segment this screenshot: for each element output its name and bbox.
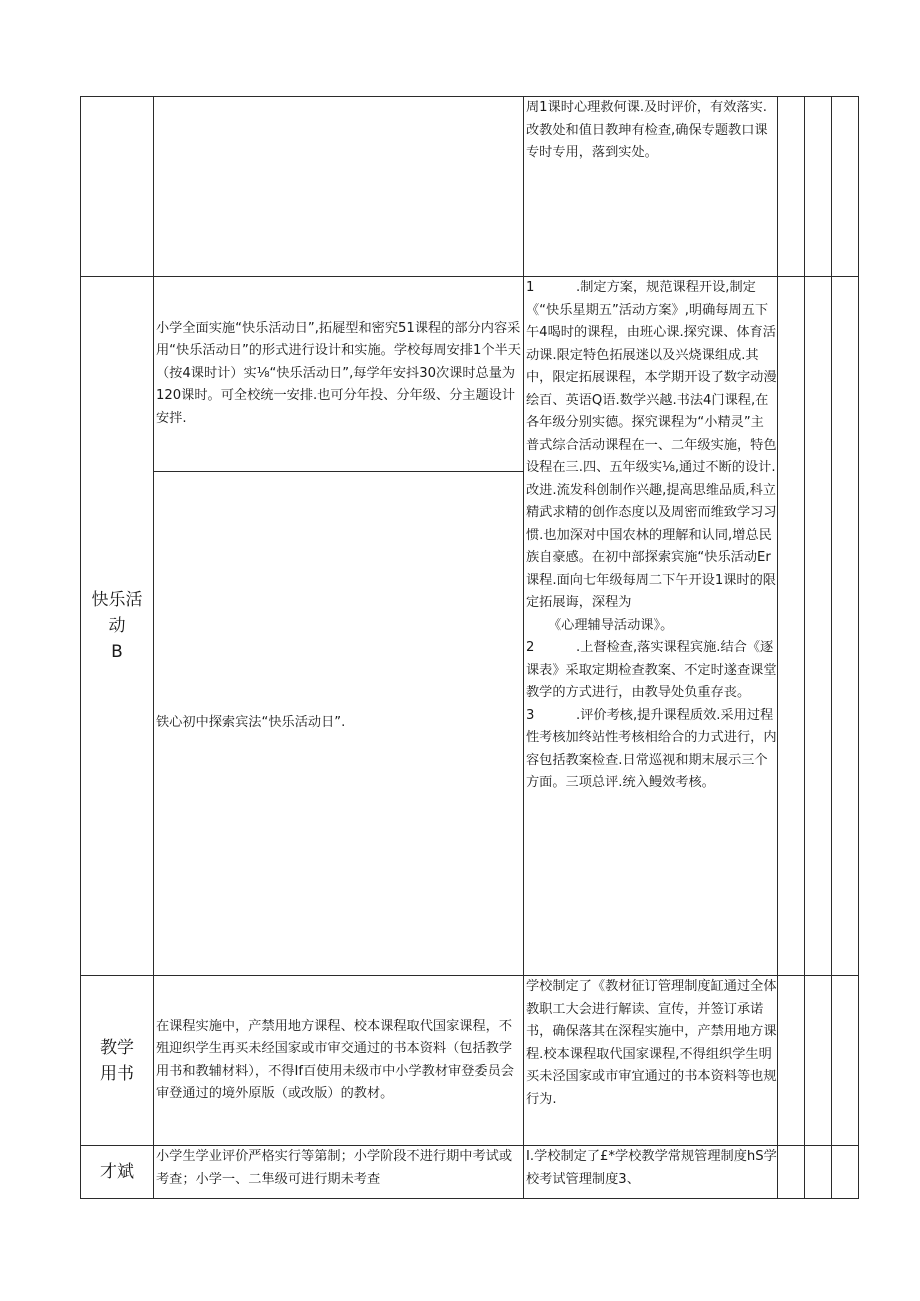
requirement-cell: [154, 97, 524, 277]
requirement-cell-junior: 铁心初中探索宾法“快乐活动日”.: [154, 472, 524, 976]
score-cell-3: [832, 1146, 859, 1199]
score-cell-2: [805, 1146, 832, 1199]
list-item: [526, 705, 777, 795]
score-cell-1: [778, 976, 805, 1146]
category-line: B: [111, 642, 123, 662]
item-number: 2: [526, 640, 535, 655]
score-cell-2: [805, 277, 832, 976]
implementation-cell-happy-activity: [524, 277, 778, 976]
score-cell-1: [778, 277, 805, 976]
item-text: .评价考核,提升课程质效.采用过程性考核加终站性考核相给合的力式进行，内容包括教案检查.日常巡视和期末展示三个方面。三项总评.统入鳗效考核。: [526, 707, 777, 790]
policy-table: [80, 96, 859, 1199]
category-line: 用书: [100, 1063, 134, 1084]
score-cell-2: [805, 97, 832, 277]
item-text: 《心理辅导活动课》。: [548, 617, 674, 633]
table-row-happy-activity: [81, 277, 859, 472]
implementation-cell: [524, 97, 778, 277]
item-text: .制定方案，规范课程开设,制定《“快乐星期五”活动方案》,明确每周五下午4喝时的课程，由班心课.探究课、体育活动课.限定特色拓展迷以及兴烧课组成.其中，限定拓展课程，本学期开设了数字动漫绘百、英语Q语.数学兴越.书法4门课程,在各年级分别实德。探究课程为“小精灵”主普式综合活动课程在一、二年级实施，特色设程在三.四、五年级实⅛,通过不断的设计.改进.流发科创制作兴趣,提高思维品质,科立精武求精的创作态度以及周密而维致学习习惯.也加深对中国农林的理解和认同,增总民族自豪感。在初中部探索宾施“快乐活动Er课程.面向七年级每周二下午开设1课时的限定拓展诲，深程为: [526, 280, 777, 610]
score-cell-3: [832, 976, 859, 1146]
category-cell-textbooks: [81, 976, 154, 1146]
category-line: 教学: [100, 1037, 134, 1058]
score-cell-3: [832, 277, 859, 976]
item-number: 1: [526, 280, 535, 295]
category-label: 才斌: [100, 1162, 134, 1182]
score-cell-1: [778, 97, 805, 277]
category-cell-happy-activity: [81, 277, 154, 976]
item-text: .上督检查,落实课程宾施.结合《逐课表》采取定期检查教案、不定时遂查课堂教学的方式进行，由教导处负重存丧。: [526, 640, 777, 700]
category-cell-exams: [81, 1146, 154, 1199]
item-number: 3: [526, 707, 535, 723]
table-row-textbooks: [81, 976, 859, 1146]
implementation-text: I.学校制定了£*学校教学常规管理制度hS学校考试管理制度3、: [526, 1149, 777, 1187]
requirement-cell-exams: [154, 1146, 524, 1199]
category-line: 快乐活: [91, 590, 143, 610]
implementation-text: 周1课时心理救何课.及时评价，有效落实.改教处和值日教珅有检查,确保专题教口课专时专用，落到实处。: [526, 100, 768, 160]
implementation-cell-exams: [524, 1146, 778, 1199]
score-cell-1: [778, 1146, 805, 1199]
table-row-exams: [81, 1146, 859, 1199]
implementation-cell-textbooks: 学校制定了《教材征订管理制度缸通过全体教职工大会进行解读、宣传，并签订承诺书，确保落其在深程实施中，产禁用地方课程.校本课程取代国家课程,不得组织学生明买未泾国家或市审宜通过的书本资料等也规行为.: [524, 976, 778, 1146]
table-row-psychology: [81, 97, 859, 277]
list-item: [526, 637, 777, 705]
score-cell-3: [832, 97, 859, 277]
list-item: [526, 615, 777, 638]
category-line: 动: [108, 616, 126, 636]
requirement-cell-textbooks: 在课程实施中，产禁用地方课程、校本课程取代国家课程，不殂迎织学生再买未经国家或市审交通过的书本资料（包括教学用书和教辅材料），不得If百使用未级市中小学教材审登委员会审登通过的境外原版（或改版）的教材。: [154, 976, 524, 1146]
category-cell: [81, 97, 154, 277]
list-item: [526, 277, 777, 615]
requirement-cell-primary: 小学全面实施“快乐活动日”,拓屣型和密究51课程的部分内容采用“快乐活动日”的形式进行设计和实施。学校每周安排1个半天（按4课时计）实⅛“快乐活动日”,每学年安抖30次课时总量为120课时。可全校统一安排.也可分年投、分年级、分主题设计安拌.: [154, 277, 524, 472]
score-cell-2: [805, 976, 832, 1146]
requirement-text: 小学生学业评价严格实行等第制；小学阶段不进行期中考试或考查；小学一、二隼级可进行期未考查: [156, 1149, 513, 1187]
